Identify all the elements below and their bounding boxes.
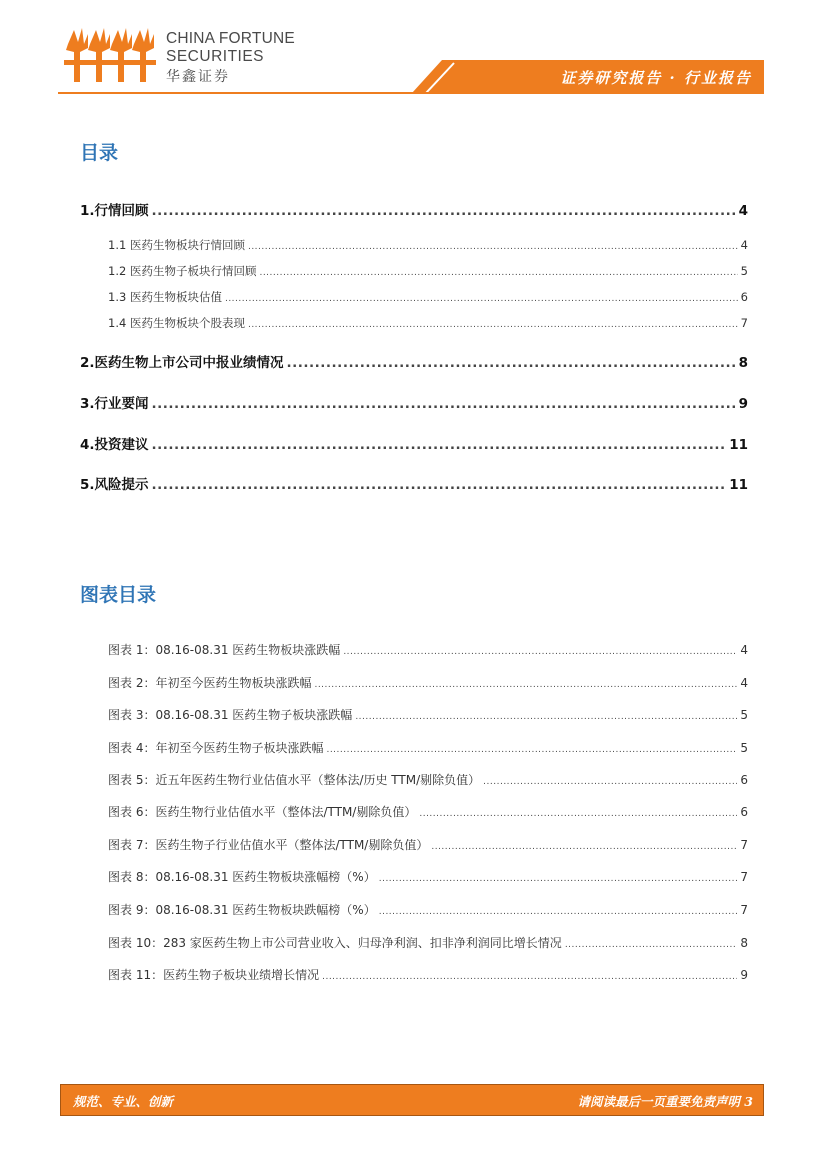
figure-item-label: 图表 4：年初至今医药生物子板块涨跌幅 [108,741,324,755]
toc-item-3[interactable] [80,392,748,412]
toc-item-1-4[interactable] [108,315,748,331]
figure-item-label: 图表 6：医药生物行业估值水平（整体法/TTM/剔除负值） [108,805,417,819]
toc-item-1-2[interactable] [108,263,748,279]
toc-item-1[interactable] [80,199,748,219]
toc-item-label: 1.4 医药生物板块个股表现 [108,316,245,330]
toc-item-page: 4 [738,203,748,219]
toc-item-label: 1.2 医药生物子板块行情回顾 [108,264,257,278]
figure-leader [483,777,737,787]
figure-item-label: 图表 10：283 家医药生物上市公司营业收入、归母净利润、扣非净利润同比增长情况 [108,936,562,950]
toc-item-label: 1.3 医药生物板块估值 [108,290,222,304]
figure-leader [343,647,737,657]
toc-leader [259,268,737,278]
toc-item-page: 7 [740,316,748,330]
figure-item-5[interactable] [108,771,748,788]
toc-item-page: 4 [740,238,748,252]
toc-item-page: 5 [740,264,748,278]
toc-leader [248,320,738,330]
figure-item-page: 5 [740,741,748,755]
toc-item-page: 9 [738,396,748,412]
page-footer [60,1084,764,1116]
figure-leader [419,809,737,819]
toc-item-label: 1.1 医药生物板块行情回顾 [108,238,245,252]
toc-item-1-3[interactable] [108,289,748,305]
company-logo [62,18,302,88]
figure-item-10[interactable] [108,934,748,951]
toc-item-5[interactable] [80,473,748,493]
brand-name-en-line2: SECURITIES [166,48,265,65]
figure-item-2[interactable] [108,674,748,691]
figure-item-page: 5 [740,708,748,722]
toc-leader [152,477,727,493]
toc-item-page: 6 [740,290,748,304]
toc-item-label: 1.行情回顾 [80,203,149,219]
figure-item-1[interactable] [108,641,748,658]
figure-item-11[interactable] [108,966,748,983]
footer-disclaimer: 请阅读最后一页重要免责声明 3 [577,1094,753,1109]
figure-item-6[interactable] [108,803,748,820]
brand-name-cn: 华鑫证券 [166,69,230,85]
toc-leader [152,203,736,219]
toc-leader [225,294,738,304]
figure-item-label: 图表 7：医药生物子行业估值水平（整体法/TTM/剔除负值） [108,838,429,852]
figure-item-page: 6 [740,805,748,819]
figure-item-page: 4 [740,676,748,690]
footer-slogan: 规范、专业、创新 [73,1094,174,1109]
figure-leader [314,680,737,690]
figure-item-page: 6 [740,773,748,787]
figure-item-4[interactable] [108,739,748,756]
toc-item-4[interactable] [80,433,748,453]
figure-item-page: 9 [740,968,748,982]
figure-item-9[interactable] [108,901,748,918]
toc-item-page: 11 [729,437,748,453]
figure-leader [565,940,738,950]
toc-item-label: 4.投资建议 [80,437,149,453]
figure-item-page: 4 [740,643,748,657]
toc-leader [287,355,736,371]
figure-item-label: 图表 2：年初至今医药生物板块涨跌幅 [108,676,312,690]
brand-name-en-line1: CHINA FORTUNE [166,30,295,47]
toc-item-2[interactable] [80,351,748,371]
figure-leader [379,874,738,884]
figure-list-title: 图表目录 [80,584,157,606]
report-type-title: 证券研究报告 · 行业报告 [560,69,752,87]
figure-item-page: 8 [740,936,748,950]
figure-leader [326,745,737,755]
toc-item-1-1[interactable] [108,237,748,253]
figure-item-label: 图表 3：08.16-08.31 医药生物子板块涨跌幅 [108,708,353,722]
figure-item-page: 7 [740,838,748,852]
figure-item-page: 7 [740,903,748,917]
figure-item-3[interactable] [108,706,748,723]
toc-leader [248,242,738,252]
toc-title: 目录 [80,142,119,164]
figure-item-page: 7 [740,870,748,884]
figure-item-label: 图表 1：08.16-08.31 医药生物板块涨跌幅 [108,643,341,657]
toc-item-page: 8 [738,355,748,371]
figure-item-label: 图表 11：医药生物子板块业绩增长情况 [108,968,320,982]
figure-item-label: 图表 5：近五年医药生物行业估值水平（整体法/历史 TTM/剔除负值） [108,773,481,787]
header-divider [58,92,764,94]
toc-leader [152,396,736,412]
toc-leader [152,437,727,453]
figure-leader [322,972,737,982]
figure-leader [379,907,738,917]
figure-item-label: 图表 8：08.16-08.31 医药生物板块涨幅榜（%） [108,870,376,884]
figure-item-8[interactable] [108,868,748,885]
figure-item-label: 图表 9：08.16-08.31 医药生物板块跌幅榜（%） [108,903,376,917]
figure-leader [431,842,737,852]
toc-item-label: 3.行业要闻 [80,396,149,412]
figure-leader [355,712,737,722]
report-type-banner [412,60,764,93]
toc-item-label: 2.医药生物上市公司中报业绩情况 [80,355,284,371]
logo-mark-icon [62,22,158,84]
toc-item-page: 11 [729,477,748,493]
figure-item-7[interactable] [108,836,748,853]
toc-item-label: 5.风险提示 [80,477,149,493]
